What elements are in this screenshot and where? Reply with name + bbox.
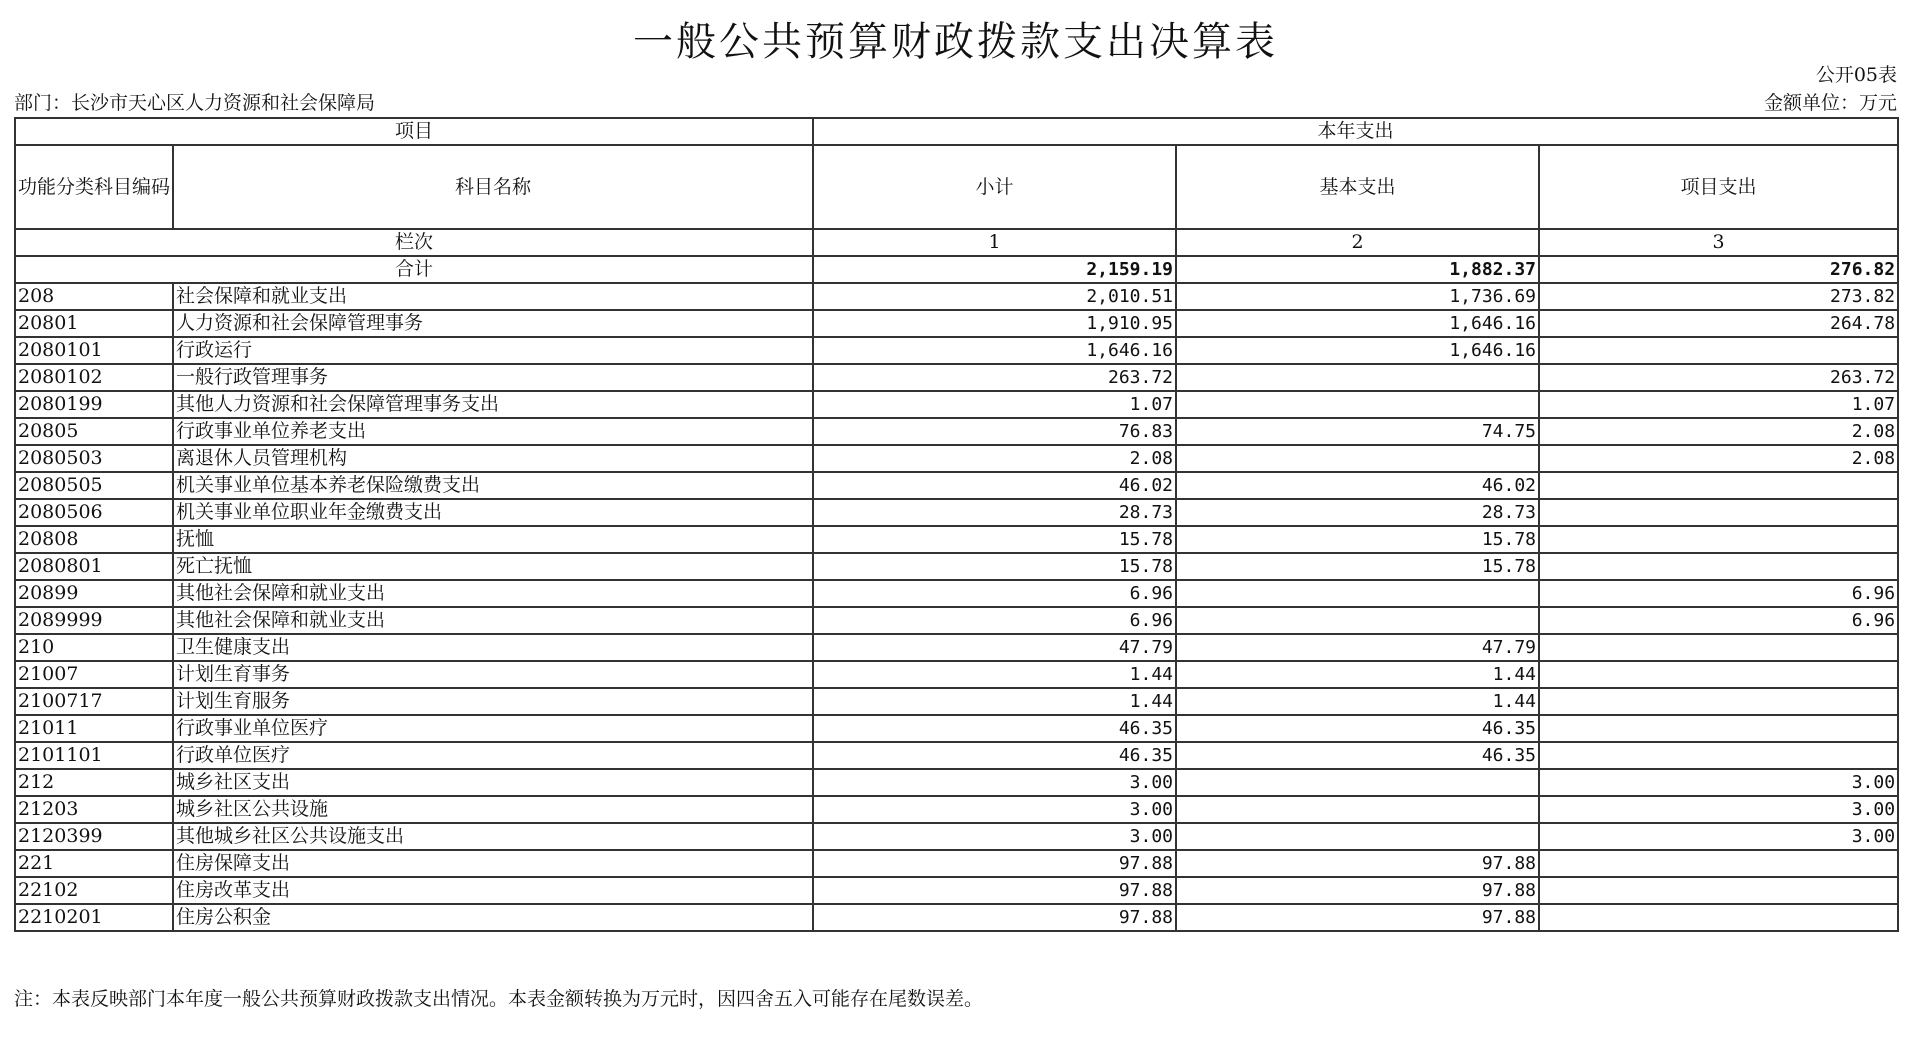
cell-subtotal: 15.78	[813, 526, 1176, 553]
table-row	[15, 418, 1898, 445]
cell-project	[1539, 742, 1898, 769]
table-row	[15, 850, 1898, 877]
cell-project: 3.00	[1539, 769, 1898, 796]
table-row	[15, 526, 1898, 553]
cell-name: 离退休人员管理机构	[173, 445, 813, 472]
cell-basic: 97.88	[1176, 850, 1539, 877]
cell-name: 其他社会保障和就业支出	[173, 580, 813, 607]
cell-basic: 74.75	[1176, 418, 1539, 445]
cell-project	[1539, 715, 1898, 742]
cell-basic: 1,646.16	[1176, 337, 1539, 364]
amount-unit-label: 金额单位：万元	[1763, 92, 1897, 114]
cell-code: 221	[15, 850, 173, 877]
cell-name: 行政单位医疗	[173, 742, 813, 769]
cell-project: 6.96	[1539, 607, 1898, 634]
table-row	[15, 661, 1898, 688]
cell-subtotal: 1.07	[813, 391, 1176, 418]
cell-subtotal: 97.88	[813, 850, 1176, 877]
table-row	[15, 472, 1898, 499]
form-number: 公开05表	[1815, 64, 1897, 86]
table-row	[15, 796, 1898, 823]
cell-subtotal: 3.00	[813, 769, 1176, 796]
cell-subtotal: 1,910.95	[813, 310, 1176, 337]
header-name: 科目名称	[173, 145, 813, 229]
cell-basic	[1176, 796, 1539, 823]
cell-project: 263.72	[1539, 364, 1898, 391]
cell-subtotal: 76.83	[813, 418, 1176, 445]
cell-subtotal: 1,646.16	[813, 337, 1176, 364]
cell-project	[1539, 526, 1898, 553]
cell-subtotal: 263.72	[813, 364, 1176, 391]
cell-subtotal: 46.02	[813, 472, 1176, 499]
table-row	[15, 283, 1898, 310]
cell-basic: 46.35	[1176, 715, 1539, 742]
cell-basic: 97.88	[1176, 904, 1539, 931]
header-row-2	[15, 145, 1898, 229]
header-code: 功能分类科目编码	[15, 145, 173, 229]
cell-project	[1539, 472, 1898, 499]
cell-name: 其他城乡社区公共设施支出	[173, 823, 813, 850]
cell-project: 3.00	[1539, 796, 1898, 823]
cell-project: 2.08	[1539, 418, 1898, 445]
cell-code: 2080101	[15, 337, 173, 364]
cell-code: 20801	[15, 310, 173, 337]
cell-code: 2101101	[15, 742, 173, 769]
table-row	[15, 499, 1898, 526]
table-row	[15, 715, 1898, 742]
cell-subtotal: 97.88	[813, 877, 1176, 904]
cell-basic: 46.35	[1176, 742, 1539, 769]
cell-name: 住房改革支出	[173, 877, 813, 904]
cell-code: 21007	[15, 661, 173, 688]
table-row	[15, 310, 1898, 337]
cell-project: 2.08	[1539, 445, 1898, 472]
cell-basic: 28.73	[1176, 499, 1539, 526]
header-basic: 基本支出	[1176, 145, 1539, 229]
table-row	[15, 688, 1898, 715]
cell-basic	[1176, 445, 1539, 472]
header-row-1	[15, 118, 1898, 145]
cell-basic	[1176, 364, 1539, 391]
table-row	[15, 580, 1898, 607]
cell-subtotal: 2.08	[813, 445, 1176, 472]
cell-subtotal: 15.78	[813, 553, 1176, 580]
cell-code: 2210201	[15, 904, 173, 931]
cell-name: 其他人力资源和社会保障管理事务支出	[173, 391, 813, 418]
cell-subtotal: 6.96	[813, 607, 1176, 634]
footnote: 注：本表反映部门本年度一般公共预算财政拨款支出情况。本表金额转换为万元时，因四舍五入可能存在尾数误差。	[14, 988, 984, 1010]
cell-code: 2100717	[15, 688, 173, 715]
column-number-2: 2	[1176, 229, 1539, 256]
cell-name: 计划生育事务	[173, 661, 813, 688]
table-row	[15, 823, 1898, 850]
cell-project	[1539, 850, 1898, 877]
cell-basic: 15.78	[1176, 553, 1539, 580]
cell-subtotal: 46.35	[813, 742, 1176, 769]
cell-code: 2080503	[15, 445, 173, 472]
cell-subtotal: 3.00	[813, 796, 1176, 823]
total-label: 合计	[15, 256, 813, 283]
cell-basic: 1.44	[1176, 688, 1539, 715]
cell-subtotal: 6.96	[813, 580, 1176, 607]
cell-project: 1.07	[1539, 391, 1898, 418]
cell-basic: 1,736.69	[1176, 283, 1539, 310]
total-basic: 1,882.37	[1176, 256, 1539, 283]
cell-code: 20899	[15, 580, 173, 607]
expenditure-table	[14, 117, 1899, 932]
header-item: 项目	[15, 118, 813, 145]
cell-basic: 15.78	[1176, 526, 1539, 553]
cell-name: 机关事业单位基本养老保险缴费支出	[173, 472, 813, 499]
cell-code: 2080801	[15, 553, 173, 580]
cell-name: 卫生健康支出	[173, 634, 813, 661]
report-title: 一般公共预算财政拨款支出决算表	[633, 19, 1278, 65]
cell-name: 住房公积金	[173, 904, 813, 931]
column-number-row	[15, 229, 1898, 256]
cell-project	[1539, 337, 1898, 364]
cell-basic: 1.44	[1176, 661, 1539, 688]
cell-basic	[1176, 607, 1539, 634]
cell-code: 2080199	[15, 391, 173, 418]
cell-subtotal: 2,010.51	[813, 283, 1176, 310]
cell-project: 264.78	[1539, 310, 1898, 337]
table-row	[15, 364, 1898, 391]
cell-subtotal: 3.00	[813, 823, 1176, 850]
table-row	[15, 877, 1898, 904]
cell-project: 273.82	[1539, 283, 1898, 310]
cell-subtotal: 1.44	[813, 661, 1176, 688]
total-subtotal: 2,159.19	[813, 256, 1176, 283]
cell-name: 行政运行	[173, 337, 813, 364]
cell-name: 其他社会保障和就业支出	[173, 607, 813, 634]
header-current-year: 本年支出	[813, 118, 1898, 145]
cell-code: 21011	[15, 715, 173, 742]
table-row	[15, 337, 1898, 364]
cell-code: 2080506	[15, 499, 173, 526]
cell-subtotal: 28.73	[813, 499, 1176, 526]
cell-basic	[1176, 580, 1539, 607]
table-row	[15, 391, 1898, 418]
cell-name: 死亡抚恤	[173, 553, 813, 580]
cell-code: 20805	[15, 418, 173, 445]
total-row	[15, 256, 1898, 283]
cell-name: 一般行政管理事务	[173, 364, 813, 391]
cell-code: 2089999	[15, 607, 173, 634]
cell-subtotal: 46.35	[813, 715, 1176, 742]
cell-code: 21203	[15, 796, 173, 823]
cell-name: 行政事业单位医疗	[173, 715, 813, 742]
cell-code: 20808	[15, 526, 173, 553]
cell-code: 2080505	[15, 472, 173, 499]
cell-project	[1539, 877, 1898, 904]
cell-project: 6.96	[1539, 580, 1898, 607]
cell-name: 住房保障支出	[173, 850, 813, 877]
cell-basic	[1176, 391, 1539, 418]
table-row	[15, 904, 1898, 931]
cell-name: 城乡社区公共设施	[173, 796, 813, 823]
cell-basic: 46.02	[1176, 472, 1539, 499]
table-row	[15, 553, 1898, 580]
cell-project	[1539, 499, 1898, 526]
cell-project	[1539, 553, 1898, 580]
header-project: 项目支出	[1539, 145, 1898, 229]
cell-code: 2120399	[15, 823, 173, 850]
cell-subtotal: 97.88	[813, 904, 1176, 931]
cell-name: 人力资源和社会保障管理事务	[173, 310, 813, 337]
cell-name: 机关事业单位职业年金缴费支出	[173, 499, 813, 526]
cell-project	[1539, 688, 1898, 715]
column-number-1: 1	[813, 229, 1176, 256]
table-row	[15, 742, 1898, 769]
cell-basic: 47.79	[1176, 634, 1539, 661]
cell-project: 3.00	[1539, 823, 1898, 850]
cell-name: 城乡社区支出	[173, 769, 813, 796]
cell-name: 计划生育服务	[173, 688, 813, 715]
column-number-3: 3	[1539, 229, 1898, 256]
cell-project	[1539, 661, 1898, 688]
cell-project	[1539, 904, 1898, 931]
header-subtotal: 小计	[813, 145, 1176, 229]
cell-basic	[1176, 769, 1539, 796]
department-label: 部门：长沙市天心区人力资源和社会保障局	[14, 92, 376, 114]
cell-subtotal: 47.79	[813, 634, 1176, 661]
cell-code: 2080102	[15, 364, 173, 391]
cell-basic: 1,646.16	[1176, 310, 1539, 337]
cell-basic: 97.88	[1176, 877, 1539, 904]
column-label: 栏次	[15, 229, 813, 256]
cell-code: 212	[15, 769, 173, 796]
cell-subtotal: 1.44	[813, 688, 1176, 715]
table-row	[15, 769, 1898, 796]
cell-name: 行政事业单位养老支出	[173, 418, 813, 445]
table-row	[15, 634, 1898, 661]
cell-project	[1539, 634, 1898, 661]
cell-name: 抚恤	[173, 526, 813, 553]
cell-code: 210	[15, 634, 173, 661]
cell-code: 208	[15, 283, 173, 310]
total-project: 276.82	[1539, 256, 1898, 283]
table-row	[15, 445, 1898, 472]
cell-name: 社会保障和就业支出	[173, 283, 813, 310]
table-row	[15, 607, 1898, 634]
cell-code: 22102	[15, 877, 173, 904]
cell-basic	[1176, 823, 1539, 850]
